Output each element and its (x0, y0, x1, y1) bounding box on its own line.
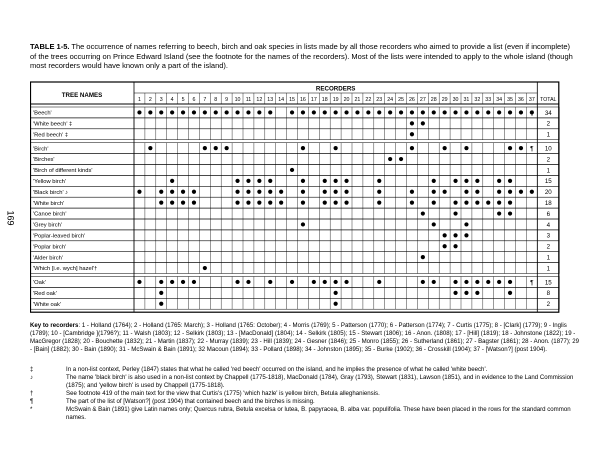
occurrence-dot (453, 201, 457, 205)
occurrence-dot (464, 146, 468, 150)
occurrence-dot (170, 201, 174, 205)
occurrence-dot (159, 291, 163, 295)
recorder-number: 29 (441, 97, 448, 103)
occurrence-dot (475, 110, 479, 114)
occurrence-dot (225, 146, 229, 150)
occurrence-dot (388, 157, 392, 161)
occurrence-dot (410, 201, 414, 205)
occurrence-dot (268, 190, 272, 194)
occurrence-dot (301, 146, 305, 150)
occurrence-dot (475, 190, 479, 194)
occurrence-dot (203, 110, 207, 114)
occurrence-dot (508, 291, 512, 295)
occurrence-dot (443, 190, 447, 194)
occurrence-dot (421, 280, 425, 284)
table-row (30, 197, 559, 208)
occurrence-dot (323, 110, 327, 114)
occurrence-dot (301, 201, 305, 205)
table-row (30, 287, 559, 298)
occurrence-dot (486, 280, 490, 284)
occurrence-dot (453, 280, 457, 284)
total-header: TOTAL (540, 97, 557, 103)
occurrence-dot (323, 201, 327, 205)
occurrence-dot (410, 132, 414, 136)
row-total: 15 (544, 178, 552, 186)
occurrence-dot (486, 201, 490, 205)
occurrence-dot (475, 201, 479, 205)
occurrence-dot (421, 255, 425, 259)
recorder-number: 23 (376, 97, 383, 103)
missing-mark: ¶ (530, 109, 534, 117)
tree-name: 'Grey birch' (33, 222, 62, 229)
footnote-symbol: ‡ (30, 366, 34, 373)
footnotes (30, 366, 580, 422)
occurrence-dot (301, 222, 305, 226)
recorder-number: 20 (343, 97, 350, 103)
recorder-number: 19 (332, 97, 339, 103)
recorders-key (30, 322, 580, 354)
tree-name: 'Canoe birch' (33, 211, 67, 218)
recorder-number: 5 (181, 97, 185, 103)
occurrence-dot (344, 179, 348, 183)
recorder-number: 1 (137, 97, 141, 103)
occurrence-dot (453, 179, 457, 183)
table-row (30, 230, 559, 241)
row-total: 6 (546, 210, 551, 218)
occurrence-dot (453, 211, 457, 215)
occurrence-dot (508, 146, 512, 150)
occurrence-dot (421, 121, 425, 125)
occurrence-dot (497, 211, 501, 215)
occurrence-dot (464, 110, 468, 114)
tree-name: 'White beech' ‡ (33, 121, 73, 128)
occurrence-dot (192, 190, 196, 194)
recorder-number: 30 (452, 97, 459, 103)
recorder-number: 8 (214, 97, 218, 103)
recorder-number: 13 (267, 97, 274, 103)
occurrence-dot (334, 190, 338, 194)
occurrence-dot (246, 280, 250, 284)
occurrence-dot (344, 280, 348, 284)
occurrence-dot (399, 110, 403, 114)
recorder-number: 10 (234, 97, 241, 103)
tree-name: 'Red beech' ‡ (33, 132, 69, 139)
tree-name: 'White birch' (33, 200, 65, 207)
occurrence-dot (486, 110, 490, 114)
occurrence-dot (497, 280, 501, 284)
occurrence-dot (268, 110, 272, 114)
occurrence-dot (464, 201, 468, 205)
footnote (30, 390, 580, 398)
row-total: 15 (544, 279, 552, 287)
occurrence-dot (432, 222, 436, 226)
recorder-number: 4 (170, 97, 174, 103)
occurrence-dot (464, 190, 468, 194)
occurrence-dot (257, 110, 261, 114)
occurrence-table (30, 81, 574, 313)
footnote-symbol: † (30, 390, 34, 397)
footnote-text: In a non-list context, Perley (1847) states that what he called 'red beech' occurred on the island, and he implies the presence of what he called 'white beech'. (66, 366, 488, 373)
occurrence-dot (137, 110, 141, 114)
occurrence-dot (181, 110, 185, 114)
tree-name: 'Oak' (33, 280, 46, 287)
occurrence-dot (453, 291, 457, 295)
occurrence-dot (203, 146, 207, 150)
occurrence-dot (301, 110, 305, 114)
footnote-text: See footnote 419 of the main text for the view that Curtis's (1775) 'which hazle' is yellow birch, Betula alleghaniensis. (66, 390, 380, 397)
occurrence-dot (181, 190, 185, 194)
occurrence-dot (170, 190, 174, 194)
occurrence-dot (388, 110, 392, 114)
table-row (30, 252, 559, 263)
key-title: Key to recorders (30, 322, 79, 329)
recorder-number: 7 (203, 97, 207, 103)
occurrence-dot (192, 280, 196, 284)
occurrence-dot (355, 110, 359, 114)
occurrence-dot (508, 190, 512, 194)
occurrence-dot (170, 179, 174, 183)
occurrence-dot (257, 179, 261, 183)
occurrence-dot (159, 201, 163, 205)
occurrence-dot (464, 280, 468, 284)
occurrence-dot (410, 190, 414, 194)
recorder-number: 24 (387, 97, 394, 103)
recorder-number: 25 (398, 97, 405, 103)
recorder-number: 27 (419, 97, 426, 103)
occurrence-dot (159, 190, 163, 194)
occurrence-dot (181, 201, 185, 205)
tree-name: 'Poplar-leaved birch' (33, 233, 86, 240)
occurrence-dot (508, 201, 512, 205)
occurrence-dot (464, 179, 468, 183)
occurrence-dot (344, 190, 348, 194)
occurrence-dot (181, 280, 185, 284)
occurrence-dot (399, 157, 403, 161)
row-total: 4 (546, 221, 551, 229)
occurrence-dot (334, 146, 338, 150)
tree-name: 'Birches' (33, 157, 55, 164)
footnote (30, 374, 580, 390)
recorders-header: RECORDERS (315, 85, 356, 93)
occurrence-dot (323, 179, 327, 183)
footnote (30, 398, 580, 406)
recorder-number: 11 (245, 97, 252, 103)
table-row (30, 277, 559, 288)
occurrence-dot (323, 190, 327, 194)
occurrence-dot (312, 110, 316, 114)
occurrence-dot (170, 280, 174, 284)
recorder-number: 16 (299, 97, 306, 103)
occurrence-dot (312, 280, 316, 284)
occurrence-dot (421, 110, 425, 114)
occurrence-dot (246, 110, 250, 114)
occurrence-dot (432, 280, 436, 284)
occurrence-dot (235, 110, 239, 114)
occurrence-dot (344, 201, 348, 205)
occurrence-dot (257, 201, 261, 205)
occurrence-dot (366, 110, 370, 114)
table-row (30, 263, 559, 274)
missing-mark: ¶ (530, 279, 534, 287)
occurrence-dot (290, 110, 294, 114)
occurrence-dot (377, 110, 381, 114)
occurrence-dot (464, 222, 468, 226)
occurrence-dot (246, 190, 250, 194)
page-number: 169 (5, 210, 16, 226)
table-row (30, 143, 559, 154)
footnote-symbol: ¶ (30, 398, 34, 405)
occurrence-dot (508, 110, 512, 114)
occurrence-dot (301, 179, 305, 183)
occurrence-dot (497, 201, 501, 205)
occurrence-dot (453, 244, 457, 248)
occurrence-dot (432, 179, 436, 183)
occurrence-dot (235, 201, 239, 205)
occurrence-dot (235, 280, 239, 284)
recorder-number: 6 (192, 97, 196, 103)
recorder-number: 9 (225, 97, 229, 103)
table-row (30, 241, 559, 252)
occurrence-dot (508, 179, 512, 183)
row-total: 2 (546, 120, 551, 128)
occurrence-dot (159, 110, 163, 114)
occurrence-dot (475, 280, 479, 284)
recorder-number: 14 (278, 97, 285, 103)
occurrence-dot (257, 190, 261, 194)
occurrence-dot (377, 201, 381, 205)
occurrence-dot (246, 201, 250, 205)
occurrence-dot (344, 110, 348, 114)
occurrence-dot (334, 302, 338, 306)
occurrence-dot (235, 179, 239, 183)
row-total: 1 (546, 167, 551, 175)
occurrence-dot (159, 280, 163, 284)
recorder-number: 3 (159, 97, 163, 103)
occurrence-dot (301, 190, 305, 194)
recorder-number: 15 (289, 97, 296, 103)
occurrence-dot (519, 190, 523, 194)
occurrence-dot (443, 233, 447, 237)
tree-name: 'Alder birch' (33, 255, 63, 262)
occurrence-dot (170, 110, 174, 114)
occurrence-dot (464, 233, 468, 237)
row-total: 20 (544, 189, 552, 197)
table-row (30, 208, 559, 219)
row-total: 8 (546, 290, 551, 298)
occurrence-dot (192, 110, 196, 114)
occurrence-dot (453, 233, 457, 237)
recorder-number: 33 (485, 97, 492, 103)
table-row (30, 175, 559, 186)
occurrence-dot (497, 179, 501, 183)
row-total: 1 (546, 265, 551, 273)
row-total: 1 (546, 254, 551, 262)
occurrence-dot (508, 280, 512, 284)
table-row (30, 118, 559, 129)
table-row (30, 129, 559, 140)
occurrence-dot (159, 302, 163, 306)
occurrence-dot (421, 211, 425, 215)
occurrence-dot (475, 291, 479, 295)
table-row (30, 298, 559, 309)
row-total: 2 (546, 243, 551, 251)
row-total: 10 (544, 145, 552, 153)
table-row (30, 219, 559, 230)
recorder-number: 32 (474, 97, 481, 103)
occurrence-dot (530, 190, 534, 194)
occurrence-dot (192, 201, 196, 205)
occurrence-dot (497, 110, 501, 114)
recorder-number: 2 (148, 97, 152, 103)
occurrence-dot (443, 244, 447, 248)
table-row (30, 165, 559, 176)
row-total: 34 (544, 109, 552, 117)
row-total: 3 (546, 232, 551, 240)
occurrence-dot (279, 201, 283, 205)
tree-name: 'White oak' (33, 301, 61, 308)
tree-name: 'Which [i.e. wych] hazel'† (33, 266, 98, 273)
occurrence-dot (475, 179, 479, 183)
recorder-number: 22 (365, 97, 372, 103)
occurrence-dot (214, 146, 218, 150)
footnote-text: McSwain & Bain (1891) give Latin names only; Quercus rubra, Betula excelsa or lutea, B. papyracea, B. alba var. populifolia. These have been placed in the rows for the standard common names. (66, 406, 571, 421)
recorder-number: 17 (310, 97, 317, 103)
occurrence-dot (214, 110, 218, 114)
key-text: : 1 - Holland (1764); 2 - Holland (1765: March); 3 - Holland (1765: October); 4 - Morris (1769); 5 - Patterson (1770); 6 - Patterson (1774); 7 - Curtis (1775); 8 - [Clark] (1779); 9 - Inglis (1789); 10 - [Cambridge ](1796?); 11 - Walsh (1803); 12 - Selkirk (1803); 13 - [MacDonald] (1804); 14 - Selkirk (1805); 15 - Stewart (1806); 16 - Anon. (1808); 17 - [Hill] (1819); 18 - Johnstone (1822); 19 - MacGregor (1828); 20 - Bouchette (1832); 21 - Martin (1837); 22 - Murray (1839); 23 - Hill (1839); 24 - Gesner (1846); 25 - Monro (1855); 26 - Sutherland (1861); 27 - Bagster (1861); 28 - Anon. (1877); 29 - [Bain] (1882); 30 - Bain (1890); 31 - McSwain & Bain (1891); 32 Macoun (1894); 33 - Pollard (1898); 34 - Johnston (1895); 35 - Burke (1902); 36 - Crosskill (1904); 37 - [Watson?] (post 1904). (30, 322, 580, 353)
tree-name: 'Beech' (33, 110, 52, 117)
occurrence-dot (410, 110, 414, 114)
caption-label: TABLE 1-5. (30, 42, 70, 51)
occurrence-dot (432, 201, 436, 205)
occurrence-dot (334, 201, 338, 205)
footnote (30, 366, 580, 374)
occurrence-dot (148, 146, 152, 150)
occurrence-dot (497, 190, 501, 194)
occurrence-dot (519, 110, 523, 114)
recorder-number: 18 (321, 97, 328, 103)
row-total: 2 (546, 301, 551, 309)
occurrence-dot (203, 266, 207, 270)
occurrence-dot (268, 280, 272, 284)
tree-name: 'Birch' (33, 146, 49, 153)
footnote-symbol: * (30, 406, 33, 413)
table-row (30, 107, 559, 118)
occurrence-dot (453, 110, 457, 114)
occurrence-dot (432, 190, 436, 194)
recorder-number: 35 (507, 97, 514, 103)
recorder-number: 37 (528, 97, 535, 103)
row-total: 18 (544, 200, 552, 207)
tree-name: 'Red oak' (33, 291, 57, 297)
recorder-number: 31 (463, 97, 470, 103)
tree-name: 'Birch of different kinds' (33, 168, 93, 175)
row-total: 1 (546, 131, 551, 139)
occurrence-dot (246, 179, 250, 183)
row-total: 2 (546, 156, 551, 164)
occurrence-dot (508, 211, 512, 215)
occurrence-dot (279, 190, 283, 194)
occurrence-dot (443, 110, 447, 114)
tree-name: 'Yellow birch' (33, 179, 66, 185)
occurrence-dot (410, 121, 414, 125)
footnote (30, 406, 580, 422)
footnote-symbol: ♪ (30, 374, 34, 381)
occurrence-dot (137, 190, 141, 194)
occurrence-dot (268, 201, 272, 205)
occurrence-dot (235, 190, 239, 194)
occurrence-dot (464, 291, 468, 295)
recorder-number: 12 (256, 97, 263, 103)
occurrence-dot (410, 146, 414, 150)
recorder-number: 36 (517, 97, 524, 103)
occurrence-dot (290, 168, 294, 172)
occurrence-dot (290, 280, 294, 284)
occurrence-dot (443, 146, 447, 150)
table-row (30, 186, 559, 197)
occurrence-dot (334, 280, 338, 284)
footnote-text: The name 'black birch' is also used in a non-list context by Chappell (1775-1818), MacDonald (1784), Gray (1793), Stewart (1831), Lawson (1851), and in evidence to the Land Commission (1875); and 'yellow birch' is used by Chappell (1775-1818). (66, 374, 574, 389)
occurrence-dot (334, 291, 338, 295)
footnote-text: The part of the list of [Watson?] (post 1904) that contained beech and the birches is missing. (66, 398, 315, 405)
occurrence-dot (323, 280, 327, 284)
missing-mark: ¶ (530, 145, 534, 153)
recorder-number: 34 (496, 97, 503, 103)
recorder-number: 21 (354, 97, 361, 103)
occurrence-dot (225, 110, 229, 114)
occurrence-dot (334, 179, 338, 183)
recorder-number: 26 (408, 97, 415, 103)
table-row (30, 154, 559, 165)
occurrence-dot (137, 280, 141, 284)
occurrence-dot (432, 110, 436, 114)
occurrence-dot (334, 110, 338, 114)
tree-name: 'Black birch' ♪ (33, 189, 69, 196)
occurrence-dot (148, 110, 152, 114)
occurrence-dot (268, 179, 272, 183)
occurrence-dot (377, 179, 381, 183)
caption-text: The occurrence of names referring to beech, birch and oak species in lists made by all those recorders who aimed to provide a list (even if incomplete) of the trees occurring on Prince Edward Island (see the footnote for the names of the recorders). Most of the lists were intended to apply to the whole island (though most recorders would have known only a part of the island). (30, 42, 573, 70)
tree-name: 'Poplar birch' (33, 244, 67, 251)
recorder-number: 28 (430, 97, 437, 103)
occurrence-dot (519, 146, 523, 150)
occurrence-dot (377, 280, 381, 284)
occurrence-dot (377, 190, 381, 194)
tree-names-header: TREE NAMES (61, 92, 103, 99)
table-caption (30, 42, 578, 71)
